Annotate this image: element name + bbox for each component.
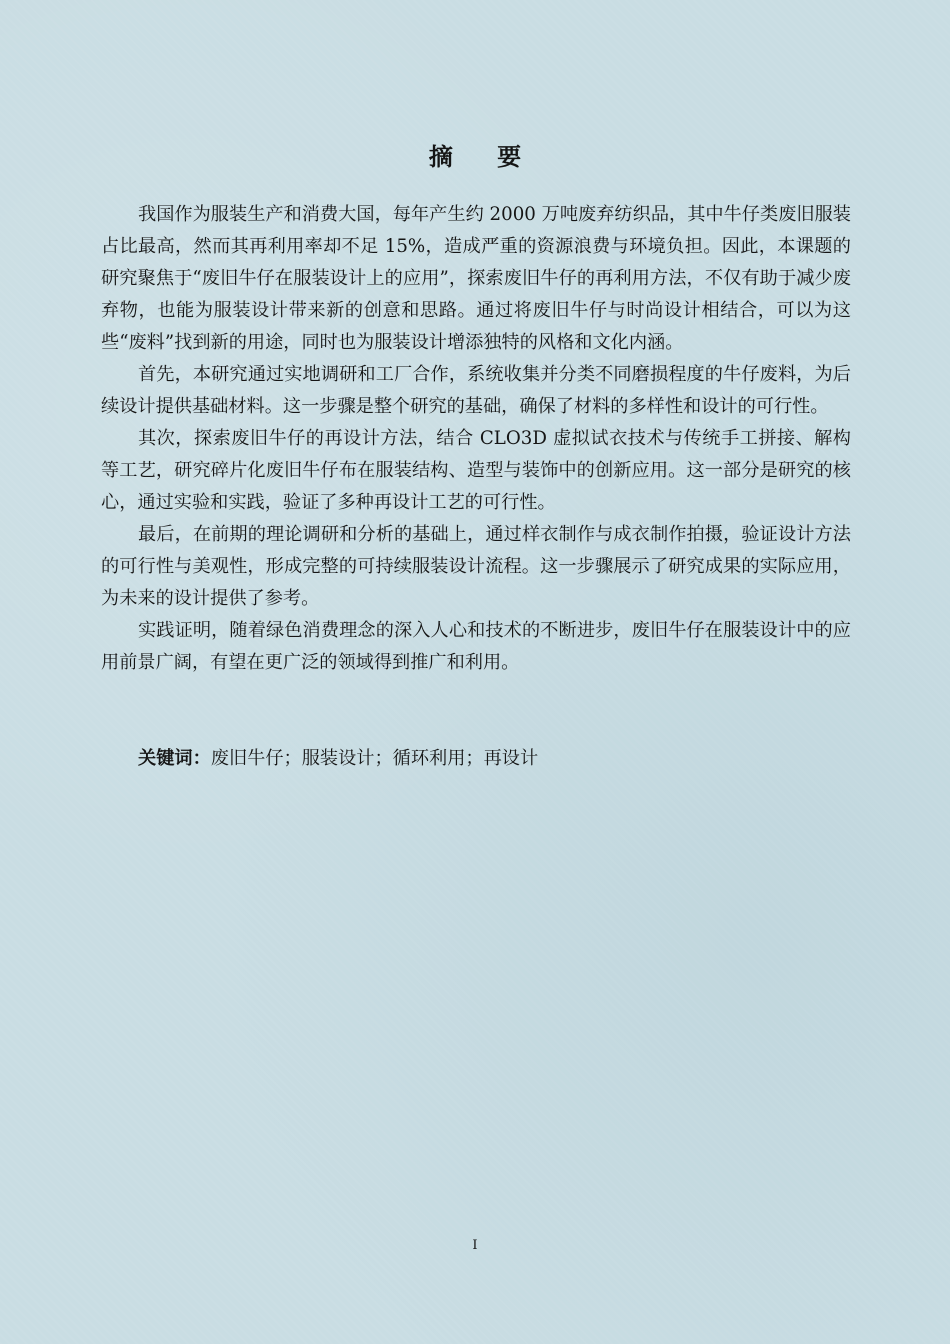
- abstract-title: 摘 要: [428, 143, 540, 171]
- abstract-paragraph-5: 实践证明，随着绿色消费理念的深入人心和技术的不断进步，废旧牛仔在服装设计中的应用前景广阔，有望在更广泛的领域得到推广和利用。: [101, 620, 851, 673]
- abstract-paragraph-3: 其次，探索废旧牛仔的再设计方法，结合 CLO3D 虚拟试衣技术与传统手工拼接、解构等工艺，研究碎片化废旧牛仔布在服装结构、造型与装饰中的创新应用。这一部分是研究的核心，通过实验和实践，验证了多种再设计工艺的可行性。: [101, 428, 851, 513]
- abstract-paragraph-4: 最后，在前期的理论调研和分析的基础上，通过样衣制作与成衣制作拍摄，验证设计方法的可行性与美观性，形成完整的可持续服装设计流程。这一步骤展示了研究成果的实际应用，为未来的设计提供了参考。: [101, 524, 851, 609]
- abstract-body: [101, 199, 851, 679]
- keywords-line: [138, 743, 538, 775]
- page-number: I: [472, 1238, 478, 1253]
- abstract-paragraph-1: 我国作为服装生产和消费大国，每年产生约 2000 万吨废弃纺织品，其中牛仔类废旧服装占比最高，然而其再利用率却不足 15%，造成严重的资源浪费与环境负担。因此，本课题的研究聚焦于“废旧牛仔在服装设计上的应用”，探索废旧牛仔的再利用方法，不仅有助于减少废弃物，也能为服装设计带来新的创意和思路。通过将废旧牛仔与时尚设计相结合，可以为这些“废料”找到新的用途，同时也为服装设计增添独特的风格和文化内涵。: [101, 204, 851, 353]
- keywords-list: 废旧牛仔；服装设计；循环利用；再设计: [210, 748, 539, 769]
- keywords-label: 关键词：: [138, 748, 211, 769]
- abstract-paragraph-2: 首先，本研究通过实地调研和工厂合作，系统收集并分类不同磨损程度的牛仔废料，为后续设计提供基础材料。这一步骤是整个研究的基础，确保了材料的多样性和设计的可行性。: [101, 364, 851, 417]
